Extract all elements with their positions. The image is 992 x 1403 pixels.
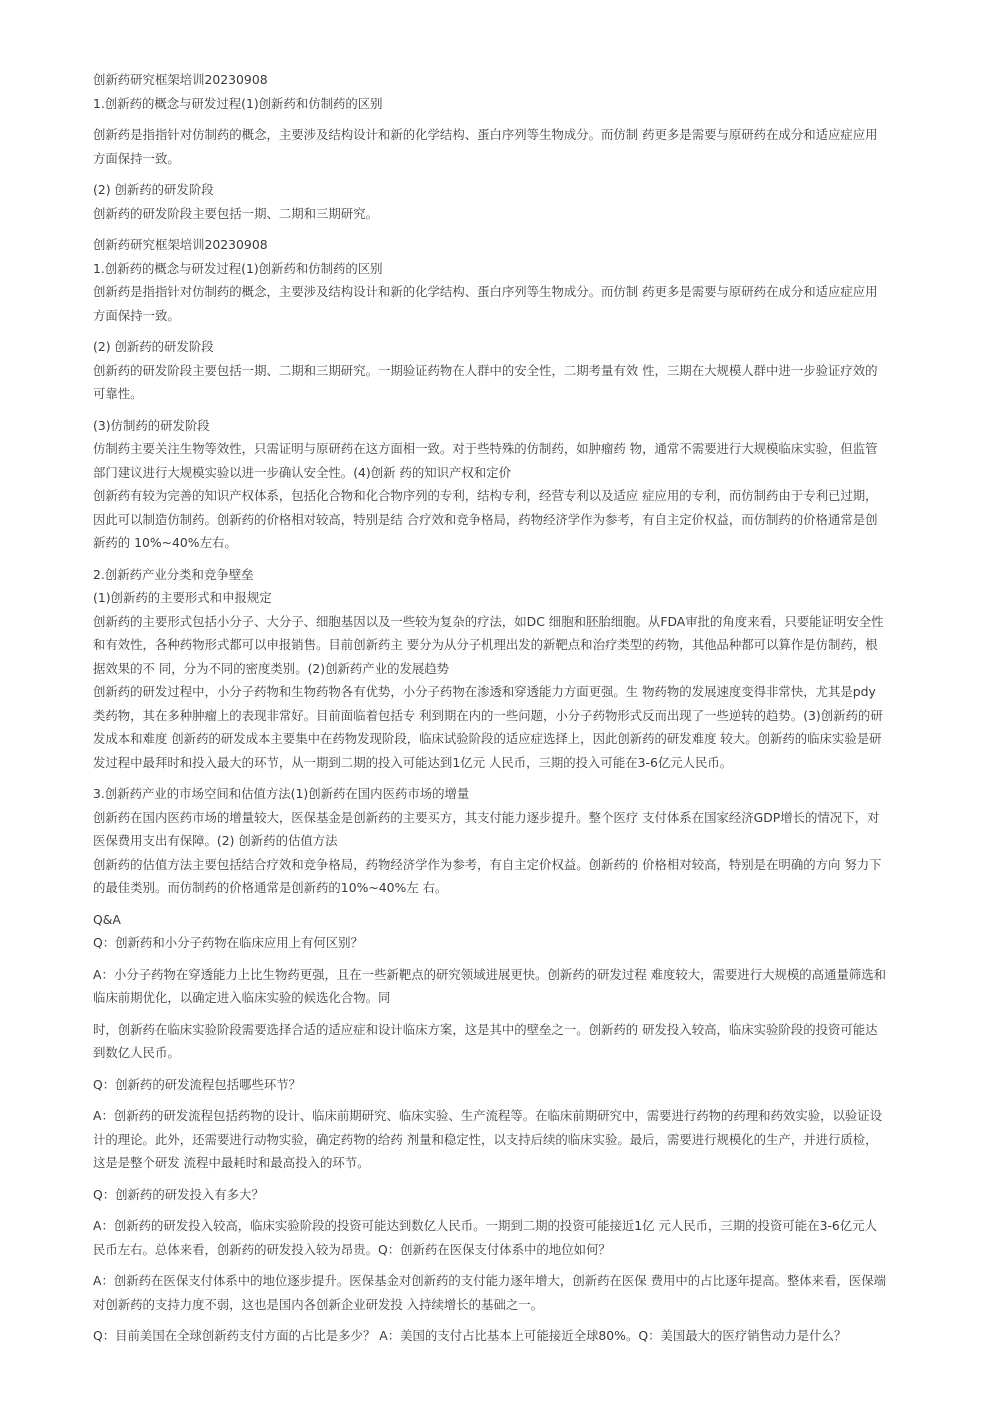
paragraph	[93, 68, 940, 115]
text-line: 发成本和难度 创新药的研发成本主要集中在药物发现阶段，临床试验阶段的适应症选择上，因此创新药的研发难度 较大。创新药的临床实验是研	[93, 731, 882, 746]
text-line: 部门建议进行大规模实验以进一步确认安全性。(4)创新 药的知识产权和定价	[93, 464, 511, 480]
text-line: 创新药是指指针对仿制药的概念，主要涉及结构设计和新的化学结构、蛋白序列等生物成分。而仿制 药更多是需要与原研药在成分和适应症应用	[93, 127, 878, 142]
text-line: 因此可以制造仿制药。创新药的价格相对较高，特别是结 合疗效和竞争格局，药物经济学作为参考，有自主定价权益，而仿制药的价格通常是创	[93, 511, 878, 527]
text-line: 2.创新药产业分类和竞争壁垒	[93, 566, 254, 582]
text-line: 1.创新药的概念与研发过程(1)创新药和仿制药的区别	[93, 95, 383, 111]
text-line: A：创新药的研发流程包括药物的设计、临床前期研究、临床实验、生产流程等。在临床前期研究中，需要进行药物的药理和药效实验，以验证设	[93, 1108, 883, 1123]
paragraph	[93, 178, 940, 225]
text-line: (2) 创新药的研发阶段	[93, 339, 214, 354]
text-line: 到数亿人民币。	[93, 1045, 180, 1060]
text-line: 方面保持一致。	[93, 307, 180, 323]
text-line: 方面保持一致。	[93, 150, 180, 166]
paragraph	[93, 908, 940, 955]
text-line: 这是是整个研发 流程中最耗时和最高投入的环节。	[93, 1155, 370, 1170]
paragraph	[93, 1073, 940, 1097]
paragraph	[93, 233, 940, 327]
text-line: 和有效性，各种药物形式都可以申报销售。目前创新药主 要分为从分子机理出发的新靶点和治疗类型的药物，其他品种都可以算作是仿制药，根	[93, 637, 878, 652]
text-line: 对创新药的支持力度不弱，这也是国内各创新企业研发投 入持续增长的基础之一。	[93, 1296, 544, 1312]
text-line: 临床前期优化，以确定进入临床实验的候选化合物。同	[93, 990, 391, 1005]
text-line: 创新药研究框架培训20230908	[93, 237, 268, 252]
text-line: Q：目前美国在全球创新药支付方面的占比是多少？ A：美国的支付占比基本上可能接近全球80%。Q：美国最大的医疗销售动力是什么？	[93, 1328, 847, 1343]
text-line: Q&A	[93, 911, 121, 927]
paragraph	[93, 1269, 940, 1316]
text-line: 据效果的不 同，分为不同的密度类别。(2)创新药产业的发展趋势	[93, 660, 450, 676]
text-line: 民币左右。总体来看，创新药的研发投入较为昂贵。Q：创新药在医保支付体系中的地位如何？	[93, 1241, 611, 1257]
text-line: 医保费用支出有保障。(2) 创新药的估值方法	[93, 833, 338, 848]
text-line: 时，创新药在临床实验阶段需要选择合适的适应症和设计临床方案，这是其中的壁垒之一。创新药的 研发投入较高，临床实验阶段的投资可能达	[93, 1021, 878, 1037]
text-line: 新药的 10%~40%左右。	[93, 535, 237, 550]
paragraph	[93, 1183, 940, 1207]
text-line: 创新药是指指针对仿制药的概念，主要涉及结构设计和新的化学结构、蛋白序列等生物成分。而仿制 药更多是需要与原研药在成分和适应症应用	[93, 284, 878, 299]
paragraph	[93, 963, 940, 1010]
text-line: Q：创新药的研发流程包括哪些环节？	[93, 1076, 302, 1092]
paragraph	[93, 782, 940, 900]
text-line: 1.创新药的概念与研发过程(1)创新药和仿制药的区别	[93, 260, 383, 276]
text-line: 创新药的主要形式包括小分子、大分子、细胞基因以及一些较为复杂的疗法，如DC 细胞和胚胎细胞。从FDA审批的角度来看，只要能证明安全性	[93, 613, 884, 629]
text-line: A：小分子药物在穿透能力上比生物药更强，且在一些新靶点的研究领域进展更快。创新药的研发过程 难度较大，需要进行大规模的高通量筛选和	[93, 966, 887, 982]
text-line: 创新药的研发过程中，小分子药物和生物药物各有优势，小分子药物在渗透和穿透能力方面更强。生 物药物的发展速度变得非常快，尤其是pdy	[93, 684, 876, 699]
text-line: (1)创新药的主要形式和申报规定	[93, 590, 272, 605]
text-line: 创新药的研发阶段主要包括一期、二期和三期研究。	[93, 205, 378, 221]
text-line: 仿制药主要关注生物等效性，只需证明与原研药在这方面相一致。对于些特殊的仿制药，如肿瘤药 物，通常不需要进行大规模临床实验，但监管	[93, 441, 878, 456]
paragraph	[93, 414, 940, 555]
paragraph	[93, 1324, 940, 1348]
text-line: 可靠性。	[93, 386, 143, 401]
text-line: 的最佳类别。而仿制药的价格通常是创新药的10%~40%左 右。	[93, 880, 448, 895]
text-line: 创新药的估值方法主要包括结合疗效和竞争格局，药物经济学作为参考，有自主定价权益。创新药的 价格相对较高，特别是在明确的方向 努力下	[93, 856, 882, 872]
text-line: 创新药有较为完善的知识产权体系，包括化合物和化合物序列的专利，结构专利，经营专利以及适应 症应用的专利，而仿制药由于专利已过期，	[93, 488, 878, 503]
paragraph	[93, 563, 940, 775]
paragraph	[93, 335, 940, 406]
text-line: A：创新药在医保支付体系中的地位逐步提升。医保基金对创新药的支付能力逐年增大，创新药在医保 费用中的占比逐年提高。整体来看，医保端	[93, 1273, 887, 1288]
text-line: 创新药的研发阶段主要包括一期、二期和三期研究。一期验证药物在人群中的安全性，二期考量有效 性，三期在大规模人群中进一步验证疗效的	[93, 362, 878, 378]
paragraph	[93, 1104, 940, 1175]
text-line: (3)仿制药的研发阶段	[93, 417, 210, 433]
text-line: (2) 创新药的研发阶段	[93, 182, 214, 197]
text-line: 类药物，其在多种肿瘤上的表现非常好。目前面临着包括专 利到期在内的一些问题，小分子药物形式反而出现了一些逆转的趋势。(3)创新药的研	[93, 707, 883, 723]
text-line: 创新药研究框架培训20230908	[93, 72, 268, 87]
text-line: 发过程中最拜时和投入最大的环节，从一期到二期的投入可能达到1亿元 人民币，三期的投入可能在3-6亿元人民币。	[93, 754, 733, 770]
text-line: Q：创新药和小分子药物在临床应用上有何区别？	[93, 935, 363, 950]
paragraph	[93, 1018, 940, 1065]
text-line: A：创新药的研发投入较高，临床实验阶段的投资可能达到数亿人民币。一期到二期的投资可能接近1亿 元人民币，三期的投资可能在3-6亿元人	[93, 1218, 877, 1233]
text-line: 创新药在国内医药市场的增量较大，医保基金是创新药的主要买方，其支付能力逐步提升。整个医疗 支付体系在国家经济GDP增长的情况下，对	[93, 809, 880, 825]
paragraph	[93, 123, 940, 170]
paragraph	[93, 1214, 940, 1261]
text-line: 计的理论。此外，还需要进行动物实验，确定药物的给药 剂量和稳定性，以支持后续的临床实验。最后，需要进行规模化的生产，并进行质检，	[93, 1131, 878, 1147]
text-line: 3.创新药产业的市场空间和估值方法(1)创新药在国内医药市场的增量	[93, 786, 470, 801]
text-line: Q：创新药的研发投入有多大？	[93, 1186, 264, 1202]
